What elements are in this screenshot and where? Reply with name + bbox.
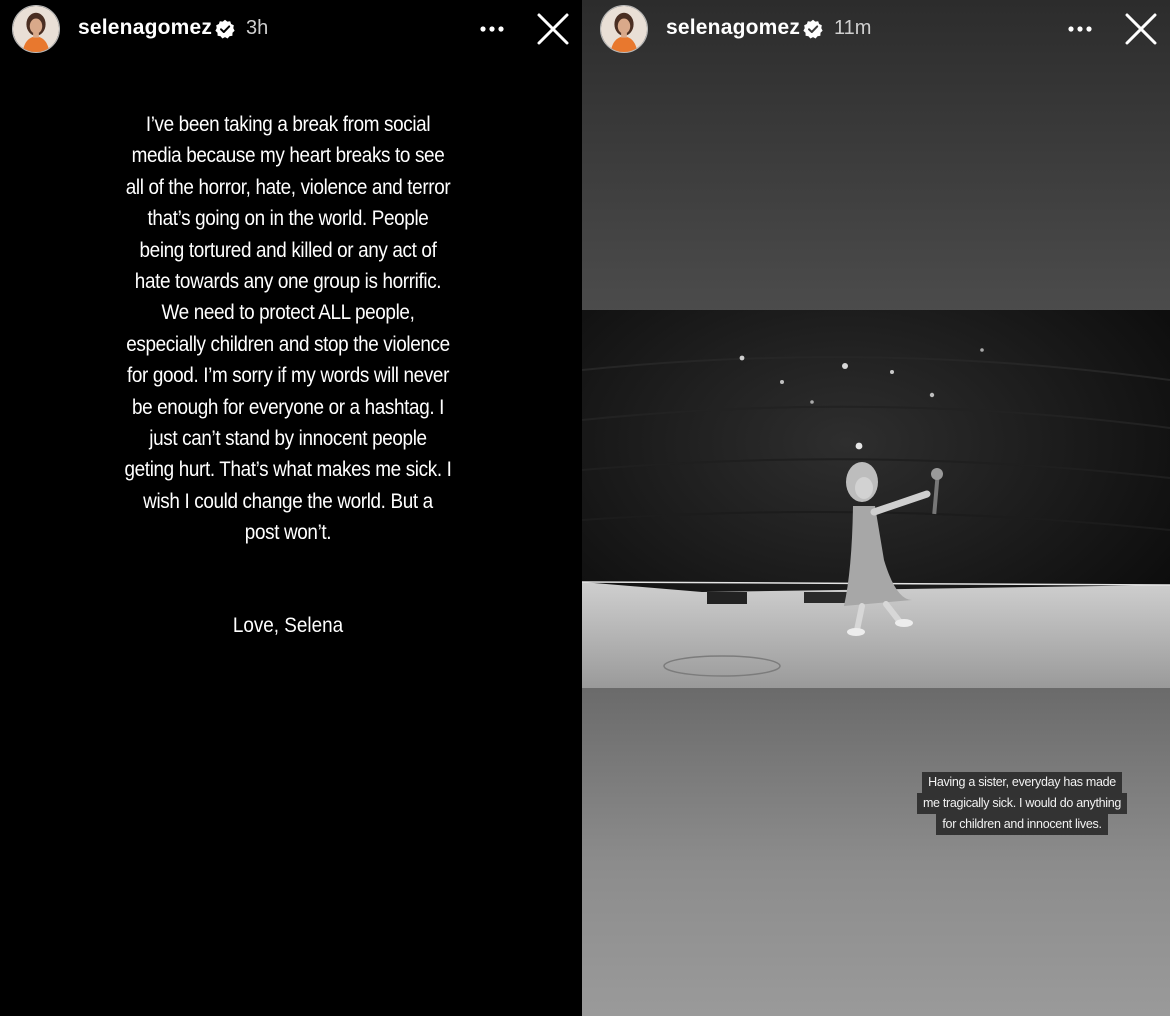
story-signature: Love, Selena xyxy=(232,614,344,637)
story-header xyxy=(0,0,582,58)
girl-on-stage-photo xyxy=(582,310,1170,688)
story-header xyxy=(582,0,1170,58)
story-timestamp: 3h xyxy=(246,17,269,39)
username[interactable]: selenagomez xyxy=(78,16,213,39)
username[interactable]: selenagomez xyxy=(666,16,801,39)
more-options-icon xyxy=(479,25,505,33)
avatar[interactable] xyxy=(12,5,60,53)
caption-line: Having a sister, everyday has made xyxy=(922,772,1122,793)
profile-photo xyxy=(13,6,59,52)
story-photo xyxy=(582,310,1170,688)
close-icon[interactable] xyxy=(534,10,572,48)
profile-photo xyxy=(601,6,647,52)
close-icon[interactable] xyxy=(1122,10,1160,48)
caption-line: me tragically sick. I would do anything xyxy=(917,793,1127,814)
avatar[interactable] xyxy=(600,5,648,53)
verified-badge-icon xyxy=(215,19,235,39)
more-options-button[interactable] xyxy=(475,14,509,44)
story-photo-post[interactable] xyxy=(582,0,1170,1016)
caption-line: for children and innocent lives. xyxy=(936,814,1107,835)
more-options-button[interactable] xyxy=(1063,14,1097,44)
story-message-text: I’ve been taking a break from social media because my heart breaks to see all of the horror, hate, violence and terror that’s going on in the world. People being tortured and killed or any act of hate towards any one group is horrific. We need to protect ALL people, especially children and stop the violence for good. I’m sorry if my words will never be enough for everyone or a hashtag. I just can’t stand by innocent people geting hurt. That’s what makes me sick. I wish I could change the world. But a post won’t. xyxy=(124,113,452,545)
caption-sticker xyxy=(922,772,1122,835)
story-timestamp: 11m xyxy=(834,17,872,39)
more-options-icon xyxy=(1067,25,1093,33)
story-text-post[interactable] xyxy=(0,0,582,1016)
verified-badge-icon xyxy=(803,19,823,39)
